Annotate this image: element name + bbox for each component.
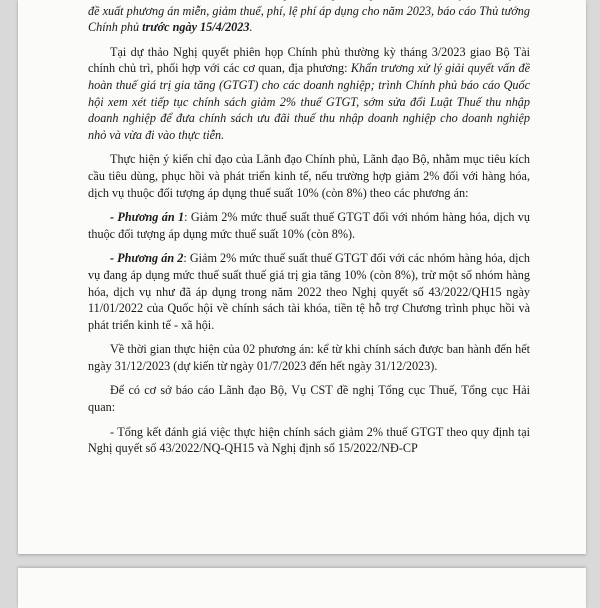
paragraph-timeline: Về thời gian thực hiện của 02 phương án: kể từ khi chính sách được ban hành đến hết ngày 31/12/2023 (dự kiến từ ngày 01/7/2023 đến hết ngày 31/12/2023). xyxy=(88,342,530,373)
paragraph-resolution-quote: Khẩn trương xử lý giải quyết vấn đề hoàn thuế giá trị gia tăng (GTGT) cho các doanh nghiệp; trình Chính phủ báo cáo Quốc hội xem xét tiếp tục chính sách giảm 2% thuế GTGT, sớm sửa đổi Luật Thuế thu nhập doanh nghiệp để đưa chính sách ưu đãi thuế thu nhập doanh nghiệp cho doanh nghiệp nhỏ và vừa đi vào thực tiễn. xyxy=(88,61,530,142)
paragraph-intro-end: . xyxy=(249,20,253,35)
option-2-text: : Giảm 2% mức thuế suất thuế GTGT đối với các nhóm hàng hóa, dịch vụ đang áp dụng mức thuế suất thuế giá trị gia tăng 10% (còn 8%), trừ một số nhóm hàng hóa, dịch vụ như đã áp dụng trong năm 2022 theo Nghị quyết số 43/2022/QH15 ngày 11/01/2022 của Quốc hội về chính sách tài khóa, tiền tệ hỗ trợ Chương trình phục hồi và phát triển kinh tế - xã hội. xyxy=(88,251,530,332)
document-page xyxy=(18,0,586,554)
paragraph-task-1: - Tổng kết đánh giá việc thực hiện chính sách giảm 2% thuế GTGT theo quy định tại Nghị quyết số 43/2022/NQ-QH15 và Nghị định số 15/2022/NĐ-CP xyxy=(88,424,530,456)
next-page xyxy=(18,568,586,608)
option-1-text: : Giảm 2% mức thuế suất thuế GTGT đối với nhóm hàng hóa, dịch vụ thuộc đối tượng áp dụng mức thuế suất 10% (còn 8%). xyxy=(88,210,530,241)
paragraph-resolution-text: Tại dự thảo Nghị quyết phiên họp Chính phủ thường kỳ tháng 3/2023 giao Bộ Tài chính chủ trì, phối hợp với các cơ quan, địa phương: xyxy=(88,44,530,76)
deadline-text: trước ngày 15/4/2023 xyxy=(142,20,250,35)
document-body xyxy=(88,0,530,465)
paragraph-directive: Thực hiện ý kiến chỉ đạo của Lãnh đạo Chính phủ, Lãnh đạo Bộ, nhằm mục tiêu kích cầu tiêu dùng, phục hồi và phát triển kinh tế, nếu trường hợp giảm 2% đối với hàng hóa, dịch vụ thuộc đối tượng áp dụng thuế suất 10% (còn 8%) theo các phương án: xyxy=(88,152,530,200)
paragraph-request: Để có cơ sở báo cáo Lãnh đạo Bộ, Vụ CST đề nghị Tổng cục Thuế, Tổng cục Hải quan: xyxy=(88,383,530,415)
option-1-label: - Phương án 1 xyxy=(110,210,185,225)
paragraph-option-1 xyxy=(88,209,530,242)
paragraph-intro-text: đề xuất phương án miễn, giảm thuế, phí, lệ phí áp dụng cho năm 2023, báo cáo Thủ tướng Chính phủ xyxy=(88,3,530,35)
option-2-label: - Phương án 2 xyxy=(110,251,184,266)
paragraph-option-2 xyxy=(88,250,530,333)
paragraph-resolution xyxy=(88,44,530,144)
paragraph-intro xyxy=(88,0,530,36)
